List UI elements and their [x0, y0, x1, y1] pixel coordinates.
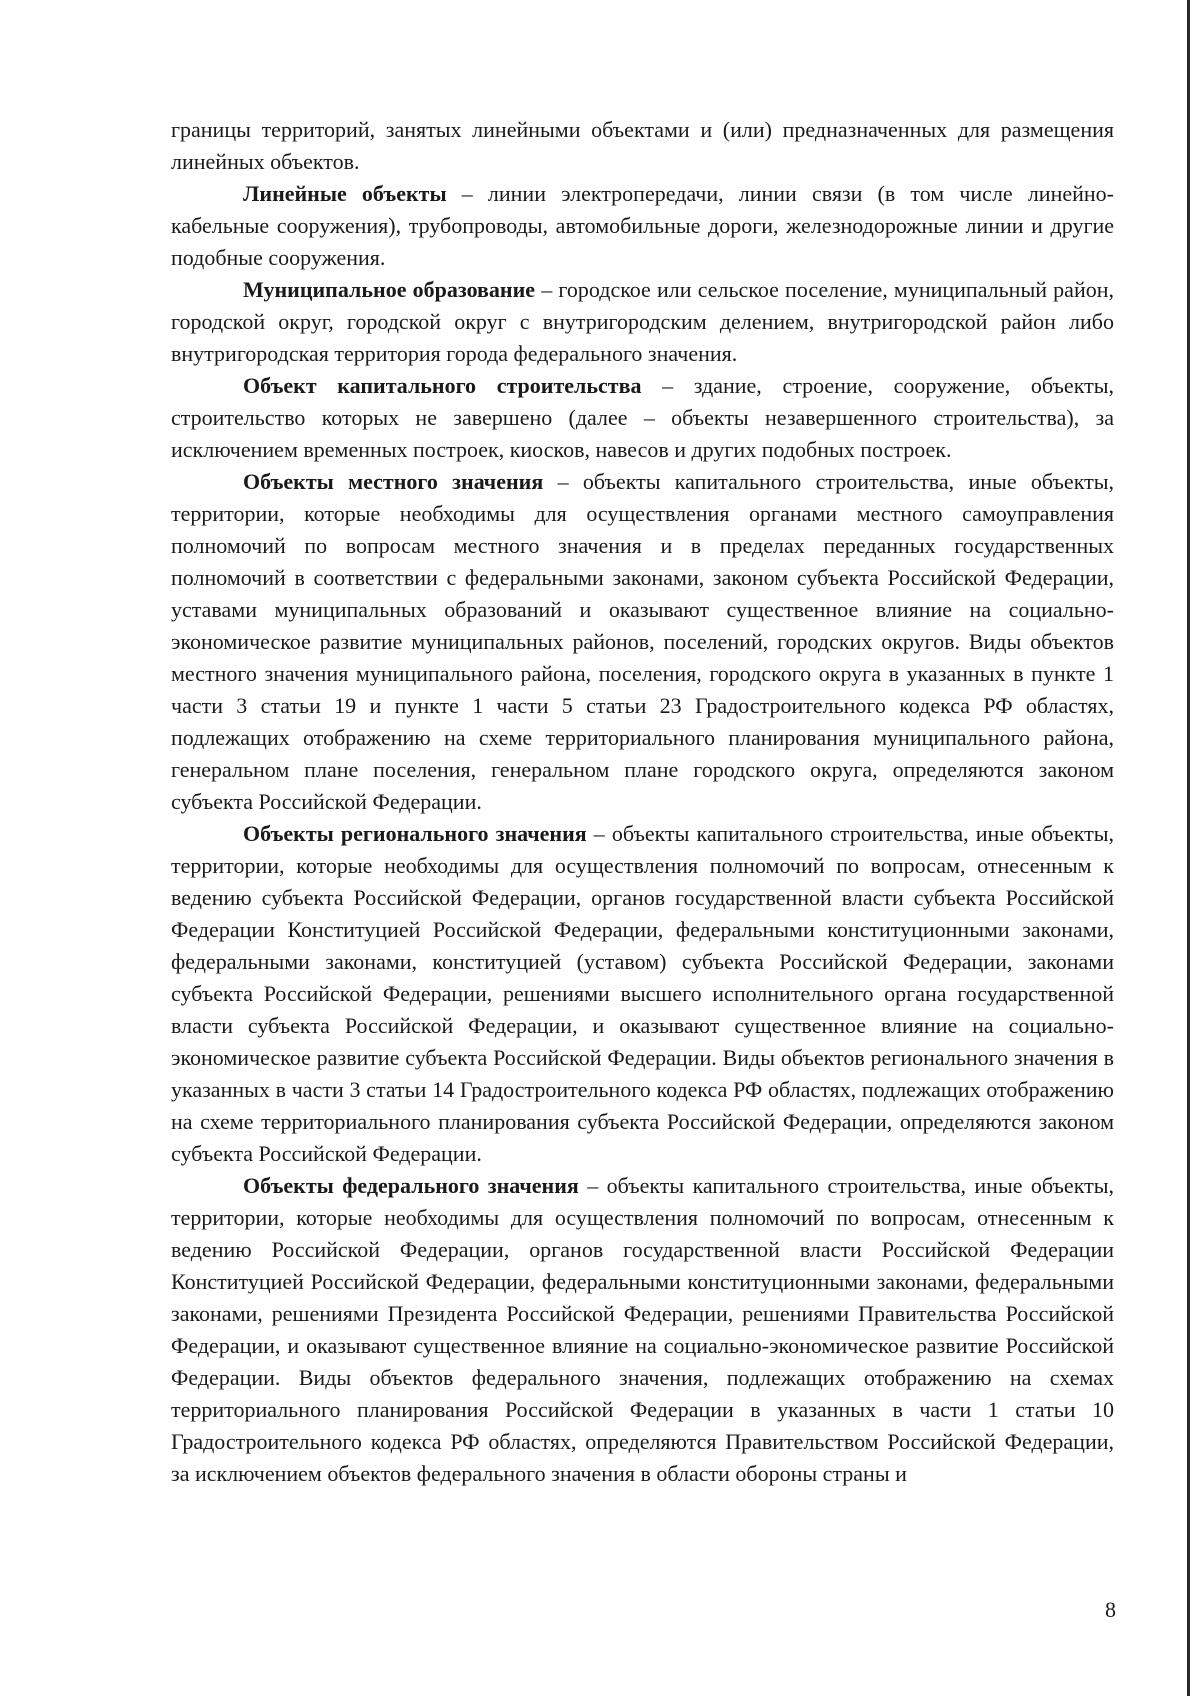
definition-text: – объекты капитального строительства, иные объекты, территории, которые необходимы для осуществления полномочий по вопросам, отнесенным к ведению Российской Федерации, органов государственной власти Российской Федерации Конституцией Российской Федерации, федеральными конституционными законами, федеральными законами, решениями Президента Российской Федерации, решениями Правительства Российской Федерации, и оказывают существенное влияние на социально-экономическое развитие Российской Федерации. Виды объектов федерального значения, подлежащих отображению на схемах территориального планирования Российской Федерации в указанных в части 1 статьи 10 Градостроительного кодекса РФ областях, определяются Правительством Российской Федерации, за исключением объектов федерального значения в области обороны страны и — [171, 1173, 1114, 1486]
definition-capital-construction-object — [171, 370, 1114, 466]
document-body — [171, 114, 1114, 1490]
definition-federal-objects — [171, 1170, 1114, 1490]
definition-term: Линейные объекты — [243, 181, 447, 206]
paragraph-text: границы территорий, занятых линейными объектами и (или) предназначенных для размещения линейных объектов. — [171, 117, 1114, 174]
definition-term: Объекты местного значения — [243, 469, 544, 494]
definition-local-objects — [171, 466, 1114, 818]
definition-text: – линии электропередачи, линии связи (в том числе линейно-кабельные сооружения), трубопроводы, автомобильные дороги, железнодорожные линии и другие подобные сооружения. — [171, 181, 1114, 270]
definition-term: Муниципальное образование — [243, 277, 536, 302]
definition-regional-objects — [171, 818, 1114, 1170]
definition-text: – объекты капитального строительства, иные объекты, территории, которые необходимы для осуществления полномочий по вопросам, отнесенным к ведению субъекта Российской Федерации, органов государственной власти субъекта Российской Федерации Конституцией Российской Федерации, федеральными конституционными законами, федеральными законами, конституцией (уставом) субъекта Российской Федерации, законами субъекта Российской Федерации, решениями высшего исполнительного органа государственной власти субъекта Российской Федерации, и оказывают существенное влияние на социально-экономическое развитие субъекта Российской Федерации. Виды объектов регионального значения в указанных в части 3 статьи 14 Градостроительного кодекса РФ областях, подлежащих отображению на схеме территориального планирования субъекта Российской Федерации, определяются законом субъекта Российской Федерации. — [171, 821, 1114, 1166]
definition-linear-objects — [171, 178, 1114, 274]
paragraph-continuation — [171, 114, 1114, 178]
definition-term: Объект капитального строительства — [243, 373, 642, 398]
definition-text: – здание, строение, сооружение, объекты, строительство которых не завершено (далее – объекты незавершенного строительства), за исключением временных построек, киосков, навесов и других подобных построек. — [171, 373, 1114, 462]
definition-term: Объекты федерального значения — [243, 1173, 579, 1198]
definition-text: – объекты капитального строительства, иные объекты, территории, которые необходимы для осуществления органами местного самоуправления полномочий по вопросам местного значения и в пределах переданных государственных полномочий в соответствии с федеральными законами, законом субъекта Российской Федерации, уставами муниципальных образований и оказывают существенное влияние на социально-экономическое развитие муниципальных районов, поселений, городских округов. Виды объектов местного значения муниципального района, поселения, городского округа в указанных в пункте 1 части 3 статьи 19 и пункте 1 части 5 статьи 23 Градостроительного кодекса РФ областях, подлежащих отображению на схеме территориального планирования муниципального района, генеральном плане поселения, генеральном плане городского округа, определяются законом субъекта Российской Федерации. — [171, 469, 1114, 814]
definition-term: Объекты регионального значения — [243, 821, 587, 846]
definition-text: – городское или сельское поселение, муниципальный район, городской округ, городской округ с внутригородским делением, внутригородской район либо внутригородская территория города федерального значения. — [171, 277, 1114, 366]
definition-municipal-formation — [171, 274, 1114, 370]
page-number: 8 — [1105, 1597, 1116, 1622]
